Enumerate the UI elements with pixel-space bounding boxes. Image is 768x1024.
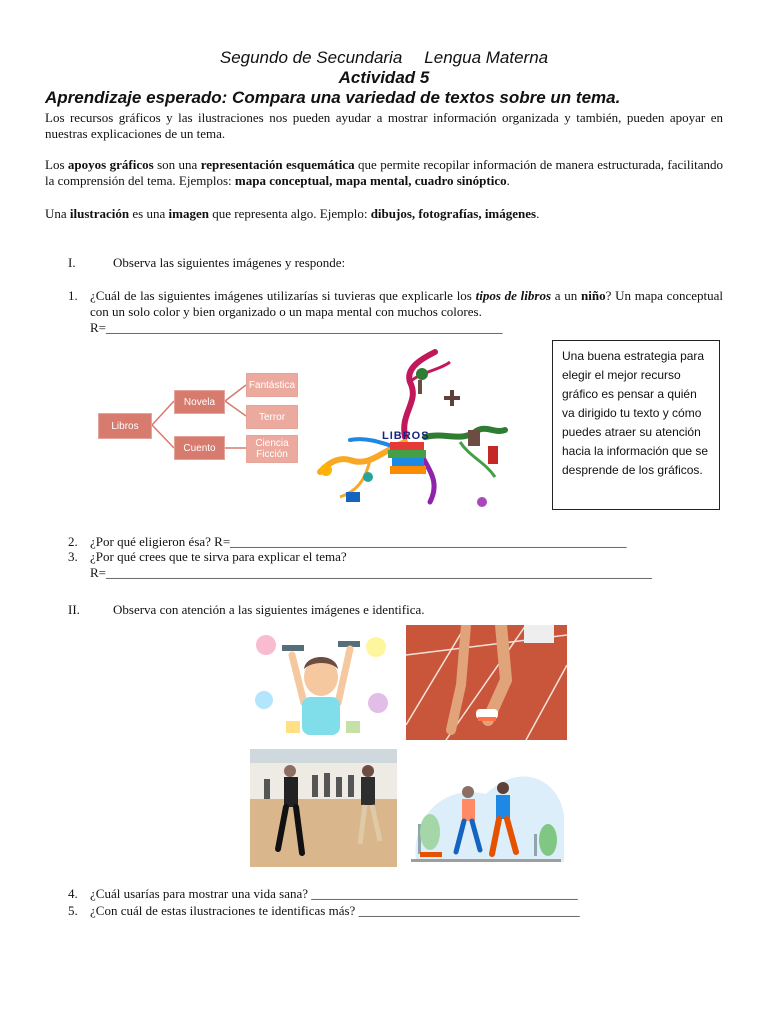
p3-text: Una: [45, 206, 70, 221]
intro-paragraph-1: Los recursos gráficos y las ilustraciones nos pueden ayudar a mostrar información organizada y también, pueden apoyar en nuestras explicaciones de un tema.: [45, 110, 723, 141]
question-1-number: 1.: [68, 288, 78, 303]
question-3-number: 3.: [68, 549, 78, 564]
runners-illustration: [406, 754, 566, 864]
mind-map-illustration: [310, 342, 510, 514]
healthy-life-drawing: [246, 625, 396, 743]
question-5-text[interactable]: ¿Con cuál de estas ilustraciones te identificas más? __________________________________: [90, 903, 580, 918]
q1-text: a un: [551, 288, 582, 303]
question-4: [68, 886, 578, 902]
q1-term-tipos: tipos de libros: [475, 288, 552, 303]
strategy-callout: Una buena estrategia para elegir el mejor recurso gráfico es pensar a quién va dirigido tu texto y cómo puedes atraer su atención hacia la información que se desprende de los gráficos.: [552, 340, 720, 510]
q1-text: ? Un mapa conceptual con un solo color y bien organizado o un mapa mental con muchos colores.: [90, 288, 723, 319]
p2-text: Los: [45, 157, 68, 172]
mind-map-title: LIBROS: [382, 430, 430, 442]
p3-text: es una: [129, 206, 169, 221]
question-4-number: 4.: [68, 886, 78, 901]
p2-text: que permite recopilar información de manera estructurada, facilitando la comprensión del tema. Ejemplos:: [45, 157, 723, 188]
question-1: [68, 288, 723, 336]
question-5-number: 5.: [68, 903, 78, 918]
concept-map: [96, 368, 306, 468]
q1-term-nino: niño: [581, 288, 606, 303]
dance-class-drawing: [250, 749, 397, 867]
section-2-numeral: II.: [68, 602, 80, 617]
dance-class-photo: [250, 749, 397, 867]
concept-node-terror: Terror: [246, 405, 298, 429]
concept-node-cuento: Cuento: [174, 436, 225, 460]
section-1-title: Observa las siguientes imágenes y responde:: [113, 255, 346, 270]
section-1-heading: [68, 255, 346, 271]
runners-drawing: [406, 754, 566, 864]
q1-text: ¿Cuál de las siguientes imágenes utilizarías si tuvieras que explicarle los: [90, 288, 476, 303]
healthy-life-illustration: [246, 625, 396, 743]
concept-node-libros: Libros: [98, 413, 152, 439]
concept-node-novela: Novela: [174, 390, 225, 414]
subject-name: Lengua Materna: [424, 48, 549, 67]
p2-text: .: [506, 173, 510, 188]
p3-examples: dibujos, fotografías, imágenes: [370, 206, 537, 221]
p2-term-representacion: representación esquemática: [200, 157, 355, 172]
concept-node-ciencia-ficcion: Ciencia Ficción: [246, 435, 298, 463]
p3-text: que representa algo. Ejemplo:: [208, 206, 371, 221]
learning-objective: Aprendizaje esperado: Compara una variedad de textos sobre un tema.: [45, 88, 621, 107]
question-1-answer-line[interactable]: R=_____________________________________________________________: [90, 320, 503, 335]
course-header: [0, 48, 768, 68]
question-4-text[interactable]: ¿Cuál usarías para mostrar una vida sana? _________________________________________: [90, 886, 578, 901]
track-start-photo: [406, 625, 567, 740]
course-name: Segundo de Secundaria: [219, 48, 403, 67]
question-3-answer-line[interactable]: R=____________________________________________________________________________________: [90, 565, 653, 580]
p2-term-apoyos: apoyos gráficos: [67, 157, 154, 172]
section-2-heading: [68, 602, 425, 618]
question-2-text[interactable]: ¿Por qué eligieron ésa? R=_____________________________________________________________: [90, 534, 627, 549]
question-2-number: 2.: [68, 534, 78, 549]
question-3-text: ¿Por qué crees que te sirva para explicar el tema?: [90, 549, 347, 564]
activity-title: Actividad 5: [338, 68, 430, 87]
p3-term-imagen: imagen: [168, 206, 209, 221]
intro-paragraph-2: [45, 157, 723, 189]
question-3: [68, 549, 652, 581]
section-2-title: Observa con atención a las siguientes imágenes e identifica.: [113, 602, 425, 617]
section-1-numeral: I.: [68, 255, 76, 270]
question-2: [68, 534, 627, 550]
mind-map-drawing: [310, 342, 510, 514]
intro-paragraph-3: [45, 206, 723, 222]
concept-node-fantastica: Fantástica: [246, 373, 298, 397]
p3-text: .: [536, 206, 540, 221]
p2-examples: mapa conceptual, mapa mental, cuadro sinóptico: [234, 173, 507, 188]
p3-term-ilustracion: ilustración: [69, 206, 130, 221]
track-start-drawing: [406, 625, 567, 740]
question-1-text: [90, 288, 723, 320]
question-5: [68, 903, 580, 919]
p2-text: son una: [153, 157, 201, 172]
